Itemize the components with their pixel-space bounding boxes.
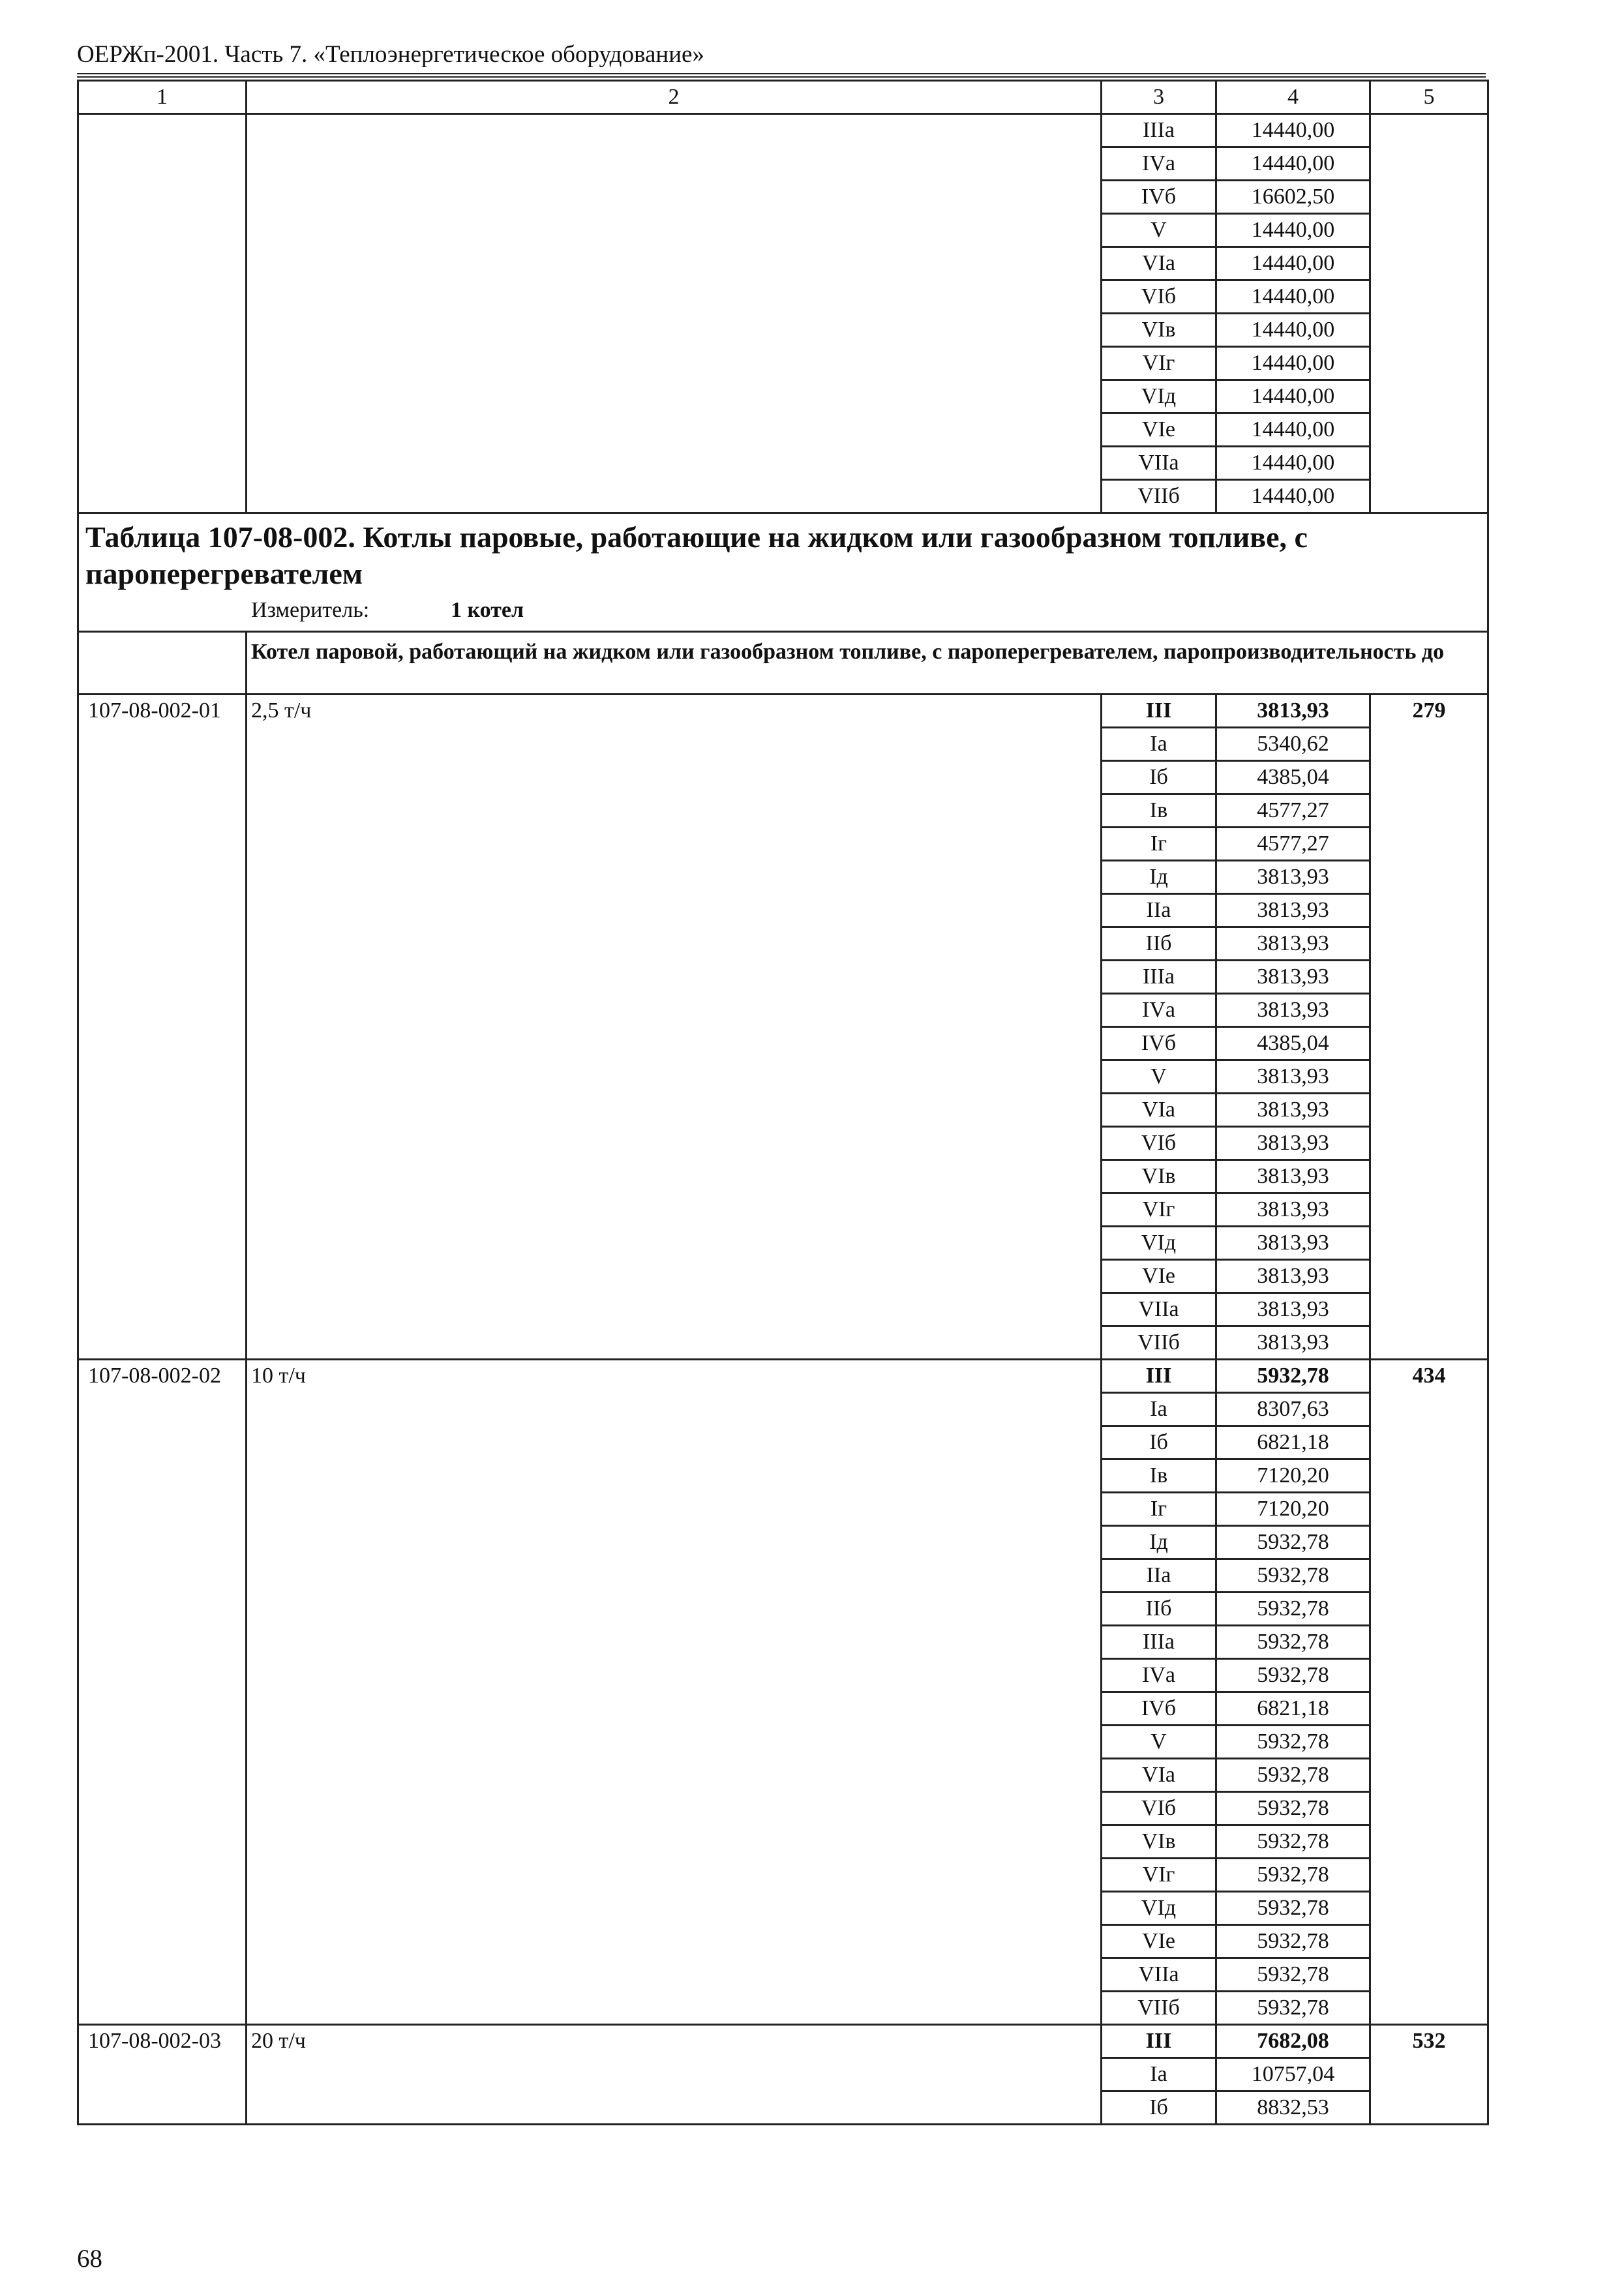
price-cell: 4385,04 [1216, 1027, 1370, 1060]
price-cell: 5932,78 [1216, 1593, 1370, 1626]
zone-cell: Iг [1102, 828, 1216, 861]
price-cell: 3813,93 [1216, 994, 1370, 1027]
zone-cell: Iд [1102, 861, 1216, 894]
zone-cell: VIе [1102, 413, 1216, 447]
column-header: 5 [1370, 81, 1488, 114]
price-cell: 14440,00 [1216, 347, 1370, 380]
zone-cell: V [1102, 1060, 1216, 1094]
table-row [78, 114, 1488, 147]
zone-cell: IIа [1102, 1559, 1216, 1593]
price-cell: 5932,78 [1216, 1992, 1370, 2025]
price-cell: 7120,20 [1216, 1459, 1370, 1493]
item-main-row [78, 2025, 1488, 2058]
code-cell [78, 114, 247, 513]
price-cell: 6821,18 [1216, 1692, 1370, 1726]
price-cell: 5932,78 [1216, 1559, 1370, 1593]
column-header: 3 [1102, 81, 1216, 114]
table-title-block [78, 513, 1488, 632]
price-cell: 3813,93 [1216, 861, 1370, 894]
zone-cell: VIа [1102, 1094, 1216, 1127]
price-cell: 3813,93 [1216, 894, 1370, 927]
zone-cell: VIг [1102, 1193, 1216, 1227]
price-cell: 3813,93 [1216, 1193, 1370, 1227]
zone-cell: IVа [1102, 147, 1216, 181]
zone-cell: IIIа [1102, 961, 1216, 994]
price-cell: 4385,04 [1216, 761, 1370, 794]
price-cell: 4577,27 [1216, 828, 1370, 861]
price-cell: 5932,78 [1216, 1360, 1370, 1393]
zone-cell: VIд [1102, 380, 1216, 413]
zone-cell: VIе [1102, 1260, 1216, 1293]
price-cell: 14440,00 [1216, 314, 1370, 347]
price-cell: 3813,93 [1216, 1127, 1370, 1160]
price-cell: 5932,78 [1216, 1792, 1370, 1825]
zone-cell: VIд [1102, 1227, 1216, 1260]
zone-cell: III [1102, 1360, 1216, 1393]
zone-cell: VIа [1102, 247, 1216, 280]
zone-cell: III [1102, 695, 1216, 728]
zone-cell: VIб [1102, 280, 1216, 314]
price-cell: 8307,63 [1216, 1393, 1370, 1426]
price-cell: 5932,78 [1216, 1825, 1370, 1859]
price-cell: 8832,53 [1216, 2091, 1370, 2125]
measure-value: 1 котел [451, 598, 524, 622]
column-header-row [78, 81, 1488, 114]
price-cell: 7120,20 [1216, 1493, 1370, 1526]
price-cell: 5932,78 [1216, 1859, 1370, 1892]
price-cell: 5932,78 [1216, 1925, 1370, 1958]
zone-cell: Iв [1102, 794, 1216, 828]
item-code: 107-08-002-01 [78, 695, 247, 1360]
price-cell: 5340,62 [1216, 728, 1370, 761]
item-main-row [78, 1360, 1488, 1393]
zone-cell: V [1102, 214, 1216, 247]
labor-cell: 279 [1370, 695, 1488, 1360]
zone-cell: V [1102, 1726, 1216, 1759]
item-main-row [78, 695, 1488, 728]
zone-cell: Iб [1102, 1426, 1216, 1459]
column-header: 4 [1216, 81, 1370, 114]
price-cell: 14440,00 [1216, 147, 1370, 181]
price-cell: 3813,93 [1216, 1094, 1370, 1127]
zone-cell: Iг [1102, 1493, 1216, 1526]
zone-cell: IVа [1102, 1659, 1216, 1692]
zone-cell: VIд [1102, 1892, 1216, 1925]
zone-cell: IVб [1102, 1692, 1216, 1726]
zone-cell: VIв [1102, 314, 1216, 347]
price-cell: 14440,00 [1216, 114, 1370, 147]
price-cell: 5932,78 [1216, 1626, 1370, 1659]
price-cell: 5932,78 [1216, 1526, 1370, 1559]
item-name: 2,5 т/ч [247, 695, 1102, 1360]
price-cell: 3813,93 [1216, 1293, 1370, 1326]
zone-cell: Iа [1102, 2058, 1216, 2091]
group-row [78, 632, 1488, 695]
zone-cell: VIIб [1102, 1326, 1216, 1360]
item-code: 107-08-002-02 [78, 1360, 247, 2025]
price-cell: 4577,27 [1216, 794, 1370, 828]
zone-cell: VIг [1102, 1859, 1216, 1892]
zone-cell: VIв [1102, 1160, 1216, 1193]
table-title-row [78, 513, 1488, 632]
name-cell [247, 114, 1102, 513]
zone-cell: Iд [1102, 1526, 1216, 1559]
price-cell: 5932,78 [1216, 1958, 1370, 1992]
zone-cell: IIIа [1102, 114, 1216, 147]
zone-cell: IVб [1102, 181, 1216, 214]
header-rule [77, 73, 1486, 74]
price-cell: 14440,00 [1216, 480, 1370, 513]
labor-cell [1370, 114, 1488, 513]
running-header: ОЕРЖп-2001. Часть 7. «Теплоэнергетическое оборудование» [77, 41, 704, 68]
zone-cell: VIIб [1102, 480, 1216, 513]
zone-cell: IIа [1102, 894, 1216, 927]
price-cell: 7682,08 [1216, 2025, 1370, 2058]
zone-cell: VIIа [1102, 1293, 1216, 1326]
price-cell: 14440,00 [1216, 380, 1370, 413]
labor-cell: 532 [1370, 2025, 1488, 2125]
price-cell: 6821,18 [1216, 1426, 1370, 1459]
item-name: 10 т/ч [247, 1360, 1102, 2025]
price-cell: 5932,78 [1216, 1759, 1370, 1792]
price-cell: 10757,04 [1216, 2058, 1370, 2091]
price-cell: 5932,78 [1216, 1659, 1370, 1692]
price-cell: 3813,93 [1216, 1260, 1370, 1293]
zone-cell: IVа [1102, 994, 1216, 1027]
zone-cell: VIб [1102, 1127, 1216, 1160]
group-description: Котел паровой, работающий на жидком или газообразном топливе, с пароперегревателем, паропроизводительность до [247, 632, 1488, 695]
zone-cell: Iб [1102, 761, 1216, 794]
price-cell: 14440,00 [1216, 214, 1370, 247]
zone-cell: VIг [1102, 347, 1216, 380]
zone-cell: IIб [1102, 1593, 1216, 1626]
zone-cell: Iа [1102, 728, 1216, 761]
zone-cell: VIа [1102, 1759, 1216, 1792]
price-cell: 14440,00 [1216, 247, 1370, 280]
price-cell: 3813,93 [1216, 1060, 1370, 1094]
column-header: 2 [247, 81, 1102, 114]
price-cell: 3813,93 [1216, 1326, 1370, 1360]
zone-cell: VIIа [1102, 1958, 1216, 1992]
price-cell: 3813,93 [1216, 1160, 1370, 1193]
table-title: Таблица 107-08-002. Котлы паровые, работающие на жидком или газообразном топливе, с пароперегревателем [85, 520, 1308, 590]
zone-cell: VIIб [1102, 1992, 1216, 2025]
header-rule [77, 76, 1486, 78]
labor-cell: 434 [1370, 1360, 1488, 2025]
zone-cell: Iа [1102, 1393, 1216, 1426]
page-number: 68 [77, 2245, 102, 2273]
column-header: 1 [78, 81, 247, 114]
zone-cell: VIб [1102, 1792, 1216, 1825]
item-code: 107-08-002-03 [78, 2025, 247, 2125]
zone-cell: III [1102, 2025, 1216, 2058]
price-cell: 3813,93 [1216, 1227, 1370, 1260]
price-table [77, 80, 1489, 2125]
price-cell: 3813,93 [1216, 961, 1370, 994]
price-cell: 14440,00 [1216, 413, 1370, 447]
zone-cell: Iв [1102, 1459, 1216, 1493]
zone-cell: VIв [1102, 1825, 1216, 1859]
zone-cell: IVб [1102, 1027, 1216, 1060]
price-cell: 3813,93 [1216, 927, 1370, 961]
group-code-cell [78, 632, 247, 695]
zone-cell: Iб [1102, 2091, 1216, 2125]
measure-row [85, 592, 1481, 629]
zone-cell: IIб [1102, 927, 1216, 961]
price-cell: 5932,78 [1216, 1892, 1370, 1925]
item-name: 20 т/ч [247, 2025, 1102, 2125]
zone-cell: VIе [1102, 1925, 1216, 1958]
price-cell: 5932,78 [1216, 1726, 1370, 1759]
measure-label: Измеритель: [251, 598, 370, 622]
zone-cell: IIIа [1102, 1626, 1216, 1659]
price-cell: 14440,00 [1216, 280, 1370, 314]
zone-cell: VIIа [1102, 447, 1216, 480]
price-cell: 16602,50 [1216, 181, 1370, 214]
price-cell: 3813,93 [1216, 695, 1370, 728]
price-cell: 14440,00 [1216, 447, 1370, 480]
